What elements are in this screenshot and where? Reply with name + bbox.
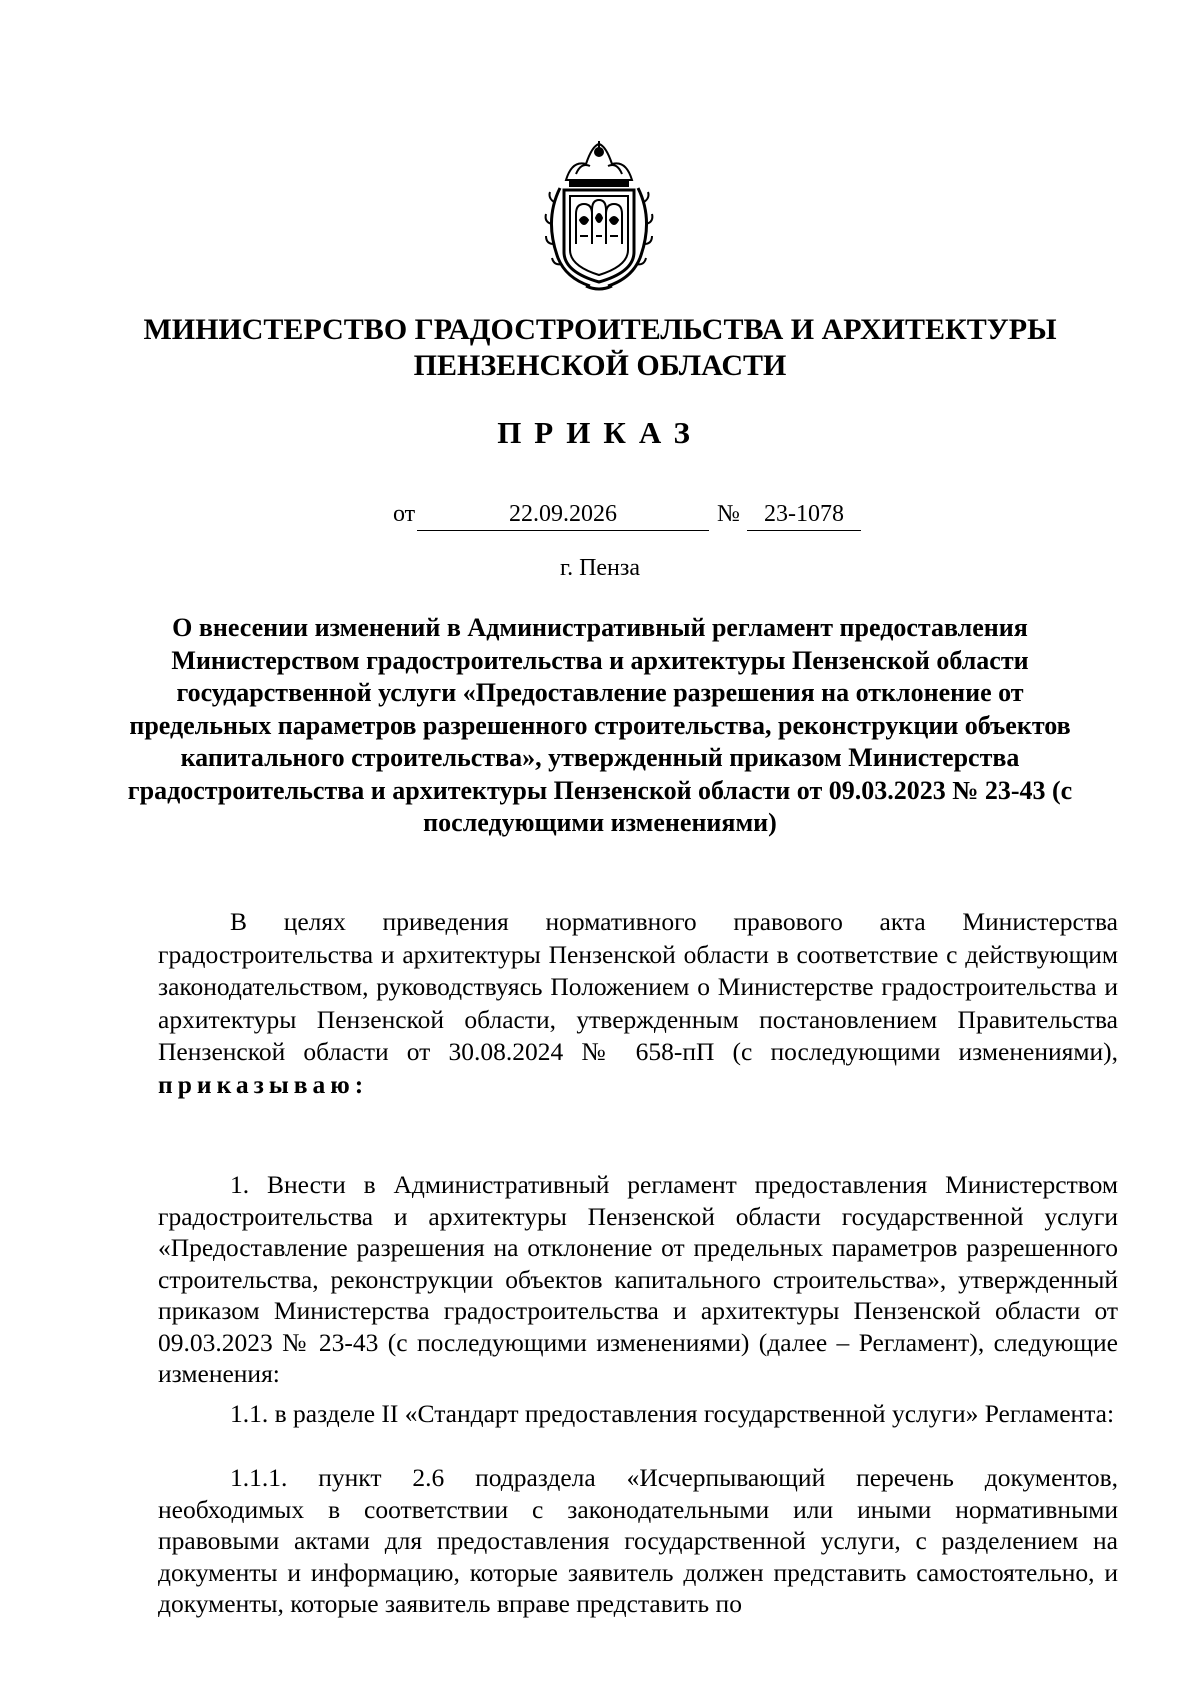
ministry-name: [100, 312, 1100, 384]
order-word: приказываю:: [158, 1069, 369, 1099]
item-1-1-1-paragraph: 1.1.1. пункт 2.6 подраздела «Исчерпывающий перечень документов, необходимых в соответствии с законодательными или иными нормативными правовыми актами для предоставления государственной услуги, с разделением на документы и информацию, которые заявитель должен представить самостоятельно, и документы, которые заявитель вправе представить по: [158, 1463, 1118, 1618]
order-number: 23-1078: [747, 498, 861, 531]
ministry-name-line-2: ПЕНЗЕНСКОЙ ОБЛАСТИ: [413, 349, 787, 382]
order-date: 22.09.2026: [417, 498, 709, 531]
preamble-paragraph: [158, 906, 1118, 1101]
city-name: г. Пенза: [559, 555, 641, 581]
penza-region-coat-of-arms-emblem: [536, 140, 662, 292]
document-type-heading: ПРИКАЗ: [497, 415, 703, 450]
order-subject-title: О внесении изменений в Административный регламент предоставления Министерством градостроительства и архитектуры Пензенской области государственной услуги «Предоставление разрешения на отклонение от предельных параметров разрешенного строительства, реконструкции объектов капитального строительства», утвержденный приказом Министерства градостроительства и архитектуры Пензенской области от 09.03.2023 № 23-43 (с последующими изменениями): [127, 613, 1073, 837]
item-1-1-paragraph: 1.1. в разделе II «Стандарт предоставления государственной услуги» Регламента:: [230, 1399, 1115, 1428]
item-1-paragraph: 1. Внести в Административный регламент предоставления Министерством градостроительства и архитектуры Пензенской области государственной услуги «Предоставление разрешения на отклонение от предельных параметров разрешенного строительства, реконструкции объектов капитального строительства», утвержденный приказом Министерства градостроительства и архитектуры Пензенской области от 09.03.2023 № 23-43 (с последующими изменениями) (далее – Регламент), следующие изменения:: [158, 1170, 1118, 1388]
number-sign-label: №: [717, 501, 740, 527]
preamble-text: В целях приведения нормативного правового акта Министерства градостроительства и архитектуры Пензенской области в соответствие с действующим законодательством, руководствуясь Положением о Министерстве градостроительства и архитектуры Пензенской области, утвержденным постановлением Правительства Пензенской области от 30.08.2024 № 658-пП (с последующими изменениями),: [158, 907, 1118, 1066]
ministry-name-line-1: МИНИСТЕРСТВО ГРАДОСТРОИТЕЛЬСТВА И АРХИТЕКТУРЫ: [143, 313, 1057, 346]
date-prefix-label: от: [393, 501, 416, 527]
